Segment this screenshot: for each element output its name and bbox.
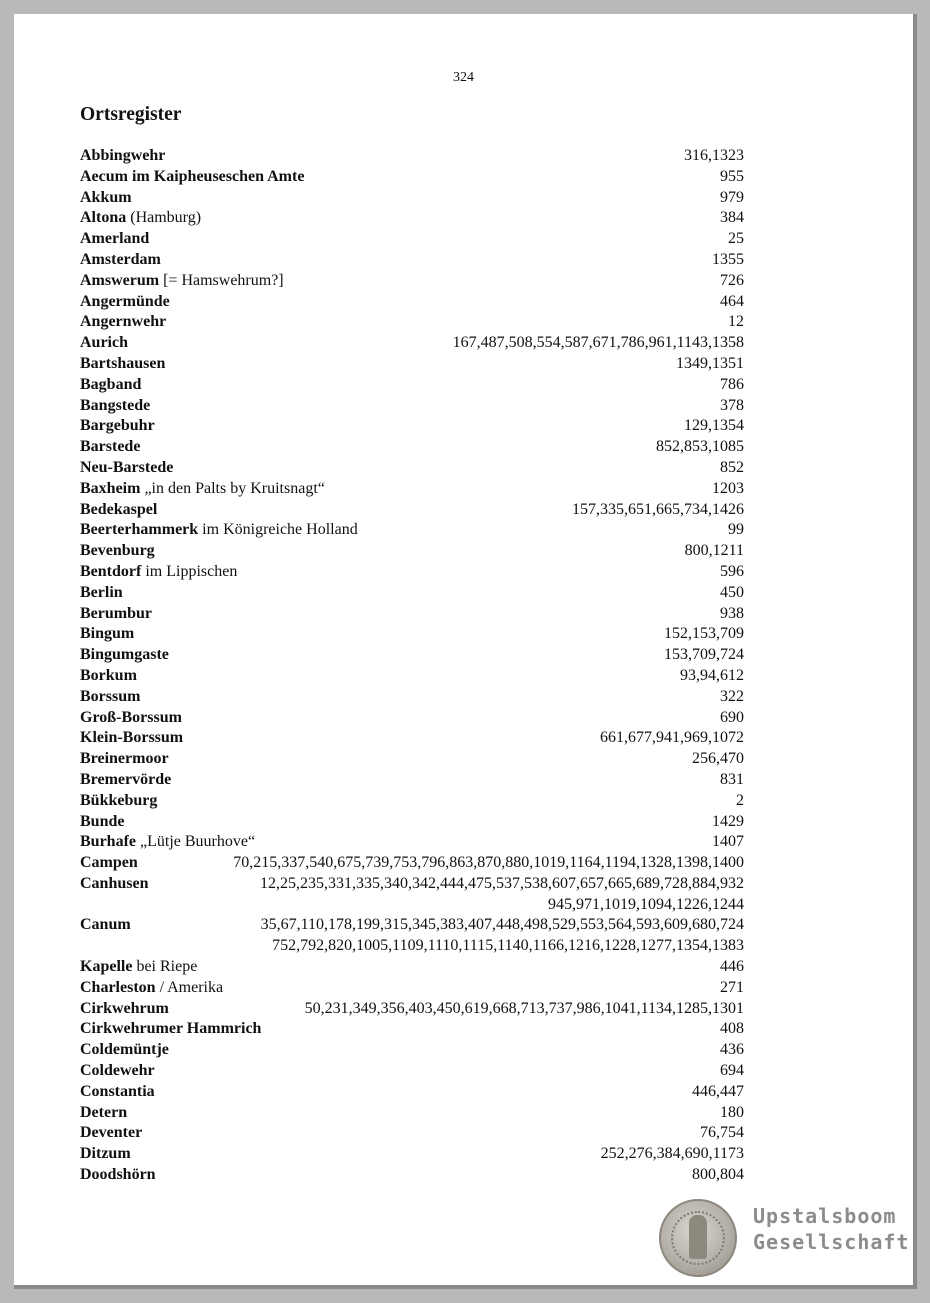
entry-place-bold: Angermünde xyxy=(80,292,170,310)
entry-place-name xyxy=(80,604,152,625)
index-entry xyxy=(80,957,744,978)
entry-page-refs: 694 xyxy=(720,1062,744,1080)
index-entry xyxy=(80,541,744,562)
entry-place-bold: Neu-Barstede xyxy=(80,458,174,476)
entry-place-bold: Barstede xyxy=(80,438,141,456)
entry-page-refs: 167,487,508,554,587,671,786,961,1143,1358 xyxy=(452,334,744,352)
entry-place-bold: Abbingwehr xyxy=(80,147,166,164)
entry-place-bold: Borssum xyxy=(80,687,141,705)
index-entry xyxy=(80,812,744,833)
index-entry xyxy=(80,562,744,583)
entry-place-bold: Detern xyxy=(80,1103,128,1121)
index-entry xyxy=(80,645,744,666)
entry-place-bold: Deventer xyxy=(80,1124,143,1142)
seal-figure xyxy=(689,1215,707,1259)
entry-page-refs: 252,276,384,690,1173 xyxy=(600,1145,744,1163)
entry-page-refs: 1349,1351 xyxy=(676,354,744,372)
entry-page-refs: 786 xyxy=(720,375,744,393)
entry-place-name xyxy=(80,292,170,313)
index-entry xyxy=(80,520,744,541)
entry-place-bold: Bagband xyxy=(80,375,142,393)
entry-page-refs: 25 xyxy=(728,230,744,248)
entry-page-refs: 800,804 xyxy=(692,1166,744,1184)
entry-place-name xyxy=(80,1040,169,1061)
entry-page-refs: 596 xyxy=(720,562,744,580)
entry-page-refs: 2 xyxy=(736,791,744,809)
entry-page-refs: 271 xyxy=(720,978,744,996)
index-entry xyxy=(80,229,744,250)
logo-line-1: Upstalsboom xyxy=(753,1204,897,1228)
entry-page-refs: 152,153,709 xyxy=(664,625,744,643)
entry-page-refs: 76,754 xyxy=(700,1124,744,1142)
entry-page-refs-continued: 945,971,1019,1094,1226,1244 xyxy=(548,895,744,913)
index-entry xyxy=(80,728,744,749)
entry-page-refs: 1203 xyxy=(712,479,744,497)
index-entry xyxy=(80,978,744,999)
entry-page-refs: 129,1354 xyxy=(684,417,744,435)
entry-note: im Lippischen xyxy=(141,562,238,580)
index-entry xyxy=(80,749,744,770)
entry-place-name xyxy=(80,874,148,895)
entry-place-name xyxy=(80,1123,142,1144)
entry-note: / Amerika xyxy=(155,978,224,996)
index-entry xyxy=(80,375,744,396)
entry-page-refs: 1355 xyxy=(712,250,744,268)
index-entry xyxy=(80,1103,744,1124)
entry-place-bold: Bentdorf xyxy=(80,562,142,580)
entry-place-name xyxy=(80,375,141,396)
index-entry xyxy=(80,500,744,521)
entry-page-refs: 661,677,941,969,1072 xyxy=(600,729,744,747)
entry-place-bold: Borkum xyxy=(80,666,137,684)
entry-place-name xyxy=(80,500,157,521)
index-entry xyxy=(80,1019,744,1040)
page-number: 324 xyxy=(453,70,474,85)
seal-icon xyxy=(659,1199,737,1277)
entry-page-refs-continued: 752,792,820,1005,1109,1110,1115,1140,1166,1216,1228,1277,1354,1383 xyxy=(272,937,744,955)
entry-note: im Königreiche Holland xyxy=(198,521,358,539)
upstalsboom-logo xyxy=(659,1199,909,1277)
entry-place-bold: Bremervörde xyxy=(80,770,172,788)
entry-place-name xyxy=(80,271,284,292)
entry-place-name xyxy=(80,1165,156,1186)
entry-place-name xyxy=(80,1019,261,1040)
index-entry xyxy=(80,1144,744,1165)
index-entry xyxy=(80,146,744,167)
entry-place-bold: Bartshausen xyxy=(80,354,166,372)
entry-place-bold: Aurich xyxy=(80,334,128,352)
entry-page-refs: 690 xyxy=(720,708,744,726)
index-entry xyxy=(80,396,744,417)
entry-page-refs: 12 xyxy=(728,313,744,331)
page-title: Ortsregister xyxy=(80,104,182,125)
entry-place-bold: Canum xyxy=(80,916,131,934)
entry-place-name xyxy=(80,999,169,1020)
entry-place-name xyxy=(80,770,171,791)
entry-page-refs: 70,215,337,540,675,739,753,796,863,870,880,1019,1164,1194,1328,1398,1400 xyxy=(233,854,744,872)
entry-place-name xyxy=(80,1144,131,1165)
entry-place-name xyxy=(80,312,166,333)
index-entry xyxy=(80,708,744,729)
entry-page-refs: 153,709,724 xyxy=(664,646,744,664)
entry-place-name xyxy=(80,541,155,562)
entry-page-refs: 831 xyxy=(720,770,744,788)
document-page xyxy=(14,14,917,1289)
index-entry xyxy=(80,271,744,292)
entry-place-bold: Constantia xyxy=(80,1082,155,1100)
entry-place-name xyxy=(80,957,197,978)
entry-place-bold: Akkum xyxy=(80,188,132,206)
entry-place-bold: Altona xyxy=(80,209,127,227)
index-entry xyxy=(80,791,744,812)
entry-place-name xyxy=(80,208,201,229)
entry-page-refs: 800,1211 xyxy=(684,542,744,560)
entry-page-refs: 378 xyxy=(720,396,744,414)
entry-page-refs: 938 xyxy=(720,604,744,622)
entry-place-bold: Coldemüntje xyxy=(80,1041,169,1059)
entry-place-name xyxy=(80,1103,127,1124)
entry-place-bold: Bunde xyxy=(80,812,125,830)
entry-page-refs: 1429 xyxy=(712,812,744,830)
entry-place-bold: Berlin xyxy=(80,583,123,601)
entry-place-name xyxy=(80,978,223,999)
entry-place-bold: Beerterhammerk xyxy=(80,521,199,539)
entry-place-bold: Groß-Borssum xyxy=(80,708,182,726)
entry-place-name xyxy=(80,396,150,417)
entry-place-name xyxy=(80,728,183,749)
index-entry xyxy=(80,1165,744,1186)
logo-text xyxy=(753,1203,910,1255)
entry-place-name xyxy=(80,167,304,188)
index-entry xyxy=(80,853,744,874)
index-entry xyxy=(80,458,744,479)
entry-place-bold: Cirkwehrumer Hammrich xyxy=(80,1020,262,1038)
index-entry xyxy=(80,999,744,1020)
entry-place-bold: Canhusen xyxy=(80,874,149,892)
logo-line-2: Gesellschaft xyxy=(753,1230,910,1254)
index-entry xyxy=(80,208,744,229)
entry-place-bold: Amsterdam xyxy=(80,250,161,268)
index-entry xyxy=(80,604,744,625)
entry-place-bold: Bingum xyxy=(80,625,135,643)
entry-place-name xyxy=(80,479,325,500)
entry-page-refs: 50,231,349,356,403,450,619,668,713,737,986,1041,1134,1285,1301 xyxy=(304,999,744,1017)
entry-page-refs: 955 xyxy=(720,167,744,185)
index-entry xyxy=(80,416,744,437)
entry-place-bold: Baxheim xyxy=(80,479,141,497)
entry-page-refs: 384 xyxy=(720,209,744,227)
index-entry xyxy=(80,687,744,708)
entry-place-bold: Coldewehr xyxy=(80,1062,155,1080)
entry-place-name xyxy=(80,791,157,812)
entry-page-refs: 436 xyxy=(720,1041,744,1059)
entry-place-name xyxy=(80,458,173,479)
entry-place-name xyxy=(80,562,237,583)
index-entry xyxy=(80,292,744,313)
index-entry xyxy=(80,354,744,375)
entry-place-bold: Kapelle xyxy=(80,958,133,976)
entry-place-bold: Burhafe xyxy=(80,833,136,851)
entry-place-bold: Berumbur xyxy=(80,604,152,622)
index-entry xyxy=(80,583,744,604)
index-entry xyxy=(80,624,744,645)
entry-place-name xyxy=(80,520,358,541)
entry-place-bold: Amswerum xyxy=(80,271,160,289)
entry-page-refs: 180 xyxy=(720,1103,744,1121)
entry-page-refs: 157,335,651,665,734,1426 xyxy=(572,500,744,518)
entry-page-refs: 852 xyxy=(720,458,744,476)
entry-note: „in den Palts by Kruitsnagt“ xyxy=(140,479,325,497)
entry-place-name xyxy=(80,333,128,354)
index-entry xyxy=(80,1123,744,1144)
entry-page-refs: 322 xyxy=(720,687,744,705)
entry-place-bold: Bingumgaste xyxy=(80,646,169,664)
entry-place-bold: Bedekaspel xyxy=(80,500,158,518)
entry-page-refs: 256,470 xyxy=(692,750,744,768)
entry-page-refs: 446 xyxy=(720,958,744,976)
entry-place-name xyxy=(80,188,132,209)
entry-place-name xyxy=(80,812,124,833)
entry-place-bold: Charleston xyxy=(80,978,156,996)
entry-note: „Lütje Buurhove“ xyxy=(136,833,256,851)
entry-note: (Hamburg) xyxy=(126,209,202,227)
entry-place-bold: Aecum im Kaipheuseschen Amte xyxy=(80,167,305,185)
index-entry xyxy=(80,437,744,458)
entry-place-bold: Bükkeburg xyxy=(80,791,158,809)
entry-note: [= Hamswehrum?] xyxy=(159,271,284,289)
index-entry xyxy=(80,915,744,957)
index-entry xyxy=(80,874,744,916)
entry-place-name xyxy=(80,250,161,271)
entry-place-bold: Campen xyxy=(80,854,138,872)
entry-place-name xyxy=(80,749,169,770)
entry-place-bold: Bargebuhr xyxy=(80,417,155,435)
entry-page-refs: 446,447 xyxy=(692,1082,744,1100)
entry-place-name xyxy=(80,645,169,666)
entry-place-name xyxy=(80,853,138,874)
entry-page-refs: 316,1323 xyxy=(684,147,744,164)
entry-page-refs: 726 xyxy=(720,271,744,289)
entry-place-name xyxy=(80,687,140,708)
entry-page-refs: 408 xyxy=(720,1020,744,1038)
entry-place-bold: Angernwehr xyxy=(80,313,167,331)
index-entry xyxy=(80,167,744,188)
entry-place-bold: Bevenburg xyxy=(80,542,155,560)
entry-place-name xyxy=(80,1082,155,1103)
index-entry xyxy=(80,1040,744,1061)
entry-place-bold: Bangstede xyxy=(80,396,151,414)
entry-place-name xyxy=(80,708,182,729)
entry-place-bold: Ditzum xyxy=(80,1145,131,1163)
entry-place-name xyxy=(80,229,149,250)
index-entry xyxy=(80,666,744,687)
entry-page-refs: 464 xyxy=(720,292,744,310)
entry-page-refs: 450 xyxy=(720,583,744,601)
entry-place-name xyxy=(80,1061,155,1082)
entry-place-bold: Klein-Borssum xyxy=(80,729,184,747)
entry-place-name xyxy=(80,583,123,604)
entry-page-refs: 93,94,612 xyxy=(680,666,744,684)
entry-place-bold: Breinermoor xyxy=(80,750,169,768)
entry-place-name xyxy=(80,832,255,853)
entry-place-name xyxy=(80,915,131,936)
index-entry xyxy=(80,1061,744,1082)
entry-note: bei Riepe xyxy=(132,958,198,976)
index-entry xyxy=(80,832,744,853)
entry-place-bold: Amerland xyxy=(80,230,150,248)
entry-page-refs: 852,853,1085 xyxy=(656,438,744,456)
entry-place-name xyxy=(80,146,165,167)
index-entry xyxy=(80,479,744,500)
entry-page-refs: 12,25,235,331,335,340,342,444,475,537,538,607,657,665,689,728,884,932 xyxy=(260,874,744,892)
entry-page-refs: 99 xyxy=(728,521,744,539)
index-entry xyxy=(80,188,744,209)
index-entry xyxy=(80,312,744,333)
entry-place-bold: Doodshörn xyxy=(80,1166,156,1184)
entry-place-name xyxy=(80,437,140,458)
entry-place-name xyxy=(80,416,155,437)
entry-page-refs: 1407 xyxy=(712,833,744,851)
index-entry xyxy=(80,333,744,354)
index-entry xyxy=(80,1082,744,1103)
entry-place-name xyxy=(80,354,165,375)
place-index-list xyxy=(80,146,744,1186)
entry-page-refs: 979 xyxy=(720,188,744,206)
index-entry xyxy=(80,250,744,271)
index-entry xyxy=(80,770,744,791)
entry-place-name xyxy=(80,666,137,687)
entry-place-name xyxy=(80,624,134,645)
entry-page-refs: 35,67,110,178,199,315,345,383,407,448,498,529,553,564,593,609,680,724 xyxy=(260,916,744,934)
entry-place-bold: Cirkwehrum xyxy=(80,999,169,1017)
